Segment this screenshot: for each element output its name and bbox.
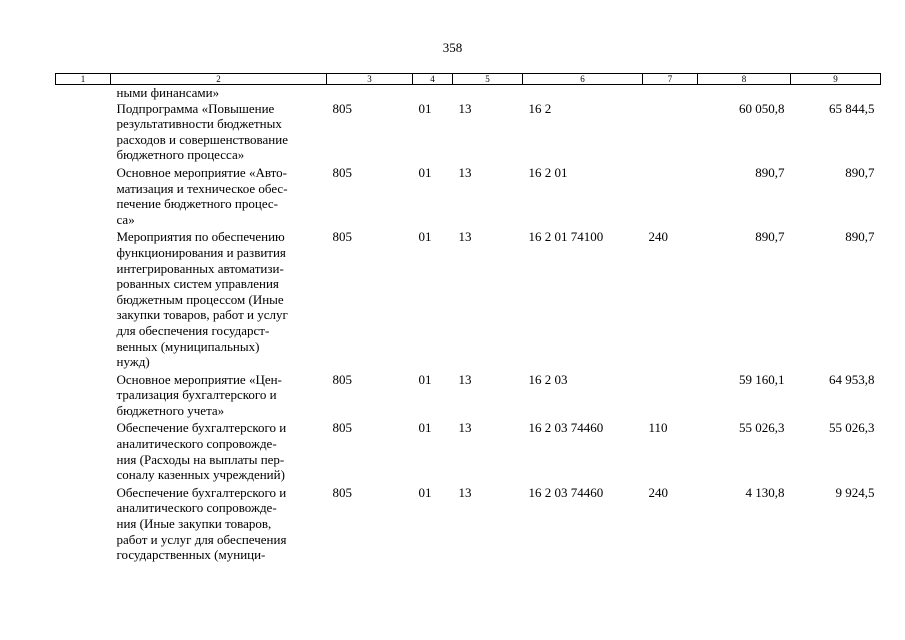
cell-pr: 13 xyxy=(458,164,472,180)
cell-name-line: матизация и техническое обес- xyxy=(116,180,288,196)
header-col-9: 9 xyxy=(791,74,881,85)
cell-name xyxy=(111,101,327,163)
cell-name-line: ния (Расходы на выплаты пер- xyxy=(116,451,285,467)
cell-name-line: результативности бюджетных xyxy=(116,116,282,132)
cell-col-1 xyxy=(56,163,111,227)
cell-grbs: 805 xyxy=(332,100,352,116)
cell-grbs: 805 xyxy=(332,164,352,180)
cell-name-line: нужд) xyxy=(116,354,150,370)
cell-name-line: бюджетного процесса» xyxy=(116,147,245,163)
cell-rz: 01 xyxy=(418,229,432,245)
header-col-6: 6 xyxy=(523,74,643,85)
header-col-1: 1 xyxy=(56,74,111,85)
cell-vr xyxy=(643,370,698,419)
cell-name-line: Основное мероприятие «Цен- xyxy=(116,371,282,387)
cell-name-line: закупки товаров, работ и услуг xyxy=(116,307,288,323)
cell-csr: 16 2 01 xyxy=(528,164,568,180)
cell-sum-1: 59 160,1 xyxy=(739,371,785,387)
cell-sum-2: 9 924,5 xyxy=(835,484,875,500)
continuation-row xyxy=(56,85,881,101)
cell-grbs: 805 xyxy=(332,484,352,500)
cell-name-line: Основное мероприятие «Авто- xyxy=(116,164,287,180)
cell-name-line: для обеспечения государст- xyxy=(116,322,270,338)
cell-rz: 01 xyxy=(418,164,432,180)
table-body xyxy=(56,85,881,563)
cell-name-line: государственных (муници- xyxy=(116,547,266,563)
cell-col-1 xyxy=(56,101,111,163)
cell-name-line: венных (муниципальных) xyxy=(116,338,260,354)
cell-sum-2: 65 844,5 xyxy=(829,100,875,116)
cell-name xyxy=(111,163,327,227)
cell-rz: 01 xyxy=(418,420,432,436)
cell-sum-1: 890,7 xyxy=(755,229,785,245)
cell-sum-2: 64 953,8 xyxy=(829,371,875,387)
cell-sum-1: 890,7 xyxy=(755,164,785,180)
cell-name-line: трализация бухгалтерского и xyxy=(116,387,277,403)
cell-vr xyxy=(643,163,698,227)
header-col-2: 2 xyxy=(111,74,327,85)
table-row xyxy=(56,418,881,482)
cell-csr: 16 2 01 74100 xyxy=(528,229,604,245)
table-row xyxy=(56,370,881,419)
cell-vr xyxy=(643,101,698,163)
cell-name-line: расходов и совершенствование xyxy=(116,131,288,147)
cell-name-line: бюджетного учета» xyxy=(116,402,225,418)
header-col-8: 8 xyxy=(698,74,791,85)
cell-vr: 240 xyxy=(648,229,668,245)
cell-name-line: са» xyxy=(116,211,135,227)
cell-col-1 xyxy=(56,227,111,369)
header-col-7: 7 xyxy=(643,74,698,85)
table-row xyxy=(56,483,881,563)
cell-pr: 13 xyxy=(458,371,472,387)
cell-name-line: рованных систем управления xyxy=(116,276,279,292)
cell-name-line: бюджетным процессом (Иные xyxy=(116,291,284,307)
cell-rz: 01 xyxy=(418,100,432,116)
cell-name xyxy=(111,418,327,482)
cell-csr: 16 2 xyxy=(528,100,552,116)
cell-sum-2: 55 026,3 xyxy=(829,420,875,436)
header-row xyxy=(56,74,881,85)
cell-pr: 13 xyxy=(458,100,472,116)
budget-table-container xyxy=(55,73,880,563)
table-header xyxy=(56,74,881,85)
cell-col-1 xyxy=(56,370,111,419)
cell-name-line: Подпрограмма «Повышение xyxy=(116,100,275,116)
cell-grbs: 805 xyxy=(332,229,352,245)
cell-sum-1: 60 050,8 xyxy=(739,100,785,116)
table-row xyxy=(56,163,881,227)
cell-name-line: аналитического сопровожде- xyxy=(116,500,277,516)
cell-col-1 xyxy=(56,483,111,563)
cell-rz: 01 xyxy=(418,371,432,387)
cell-name xyxy=(111,227,327,369)
cell-name-line: функционирования и развития xyxy=(116,244,286,260)
cell-name-line: Обеспечение бухгалтерского и xyxy=(116,484,287,500)
cell-name-line: ния (Иные закупки товаров, xyxy=(116,516,272,532)
cell-name-line: Обеспечение бухгалтерского и xyxy=(116,420,287,436)
cell-col-1 xyxy=(56,418,111,482)
cell-name-line: аналитического сопровожде- xyxy=(116,436,277,452)
cell-name xyxy=(111,483,327,563)
cell-sum-2: 890,7 xyxy=(845,229,875,245)
continuation-text: ными финансами» xyxy=(116,85,220,100)
cell-sum-1: 55 026,3 xyxy=(739,420,785,436)
cell-pr: 13 xyxy=(458,229,472,245)
budget-table xyxy=(55,73,881,563)
cell-pr: 13 xyxy=(458,420,472,436)
page-number: 358 xyxy=(442,40,463,55)
cell-name-line: соналу казенных учреждений) xyxy=(116,467,285,483)
cell-csr: 16 2 03 74460 xyxy=(528,484,604,500)
cell-rz: 01 xyxy=(418,484,432,500)
cell-vr: 110 xyxy=(648,420,668,436)
cell-sum-2: 890,7 xyxy=(845,164,875,180)
header-col-4: 4 xyxy=(413,74,453,85)
cell-sum-1: 4 130,8 xyxy=(745,484,785,500)
cell-vr: 240 xyxy=(648,484,668,500)
header-col-3: 3 xyxy=(327,74,413,85)
cell-csr: 16 2 03 xyxy=(528,371,568,387)
cell-grbs: 805 xyxy=(332,371,352,387)
cell-name-line: интегрированных автоматизи- xyxy=(116,260,284,276)
table-row xyxy=(56,227,881,369)
cell-grbs: 805 xyxy=(332,420,352,436)
header-col-5: 5 xyxy=(453,74,523,85)
cell-name-line: работ и услуг для обеспечения xyxy=(116,531,287,547)
cell-name xyxy=(111,370,327,419)
table-row xyxy=(56,101,881,163)
cell-pr: 13 xyxy=(458,484,472,500)
cell-name-line: Мероприятия по обеспечению xyxy=(116,229,285,245)
cell-name-line: печение бюджетного процес- xyxy=(116,196,279,212)
cell-csr: 16 2 03 74460 xyxy=(528,420,604,436)
